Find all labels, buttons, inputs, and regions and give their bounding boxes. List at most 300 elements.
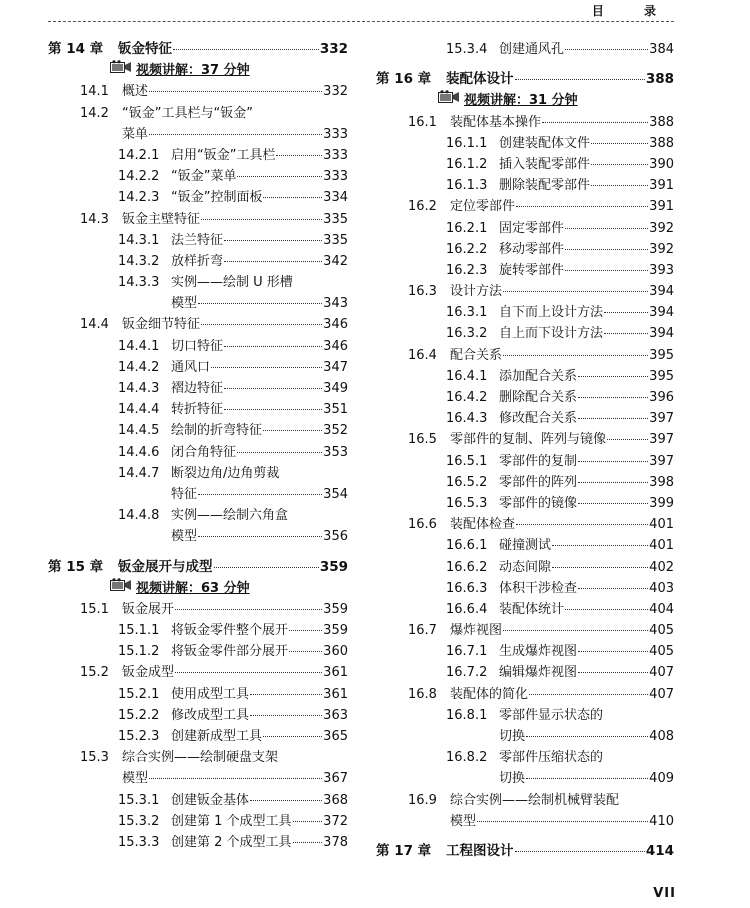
- toc-subsection-row: [376, 39, 674, 60]
- toc-leader-dots: [526, 736, 648, 737]
- toc-leader-dots: [565, 609, 648, 610]
- video-lecture-row: [48, 60, 348, 81]
- toc-leader-dots: [224, 409, 322, 410]
- toc-number: 16.2.2: [446, 241, 488, 257]
- toc-subsection-row: [48, 166, 348, 187]
- toc-number: 14.4.8: [118, 508, 160, 524]
- toc-leader-dots: [149, 91, 322, 92]
- toc-page-number: 393: [649, 262, 674, 278]
- toc-subsection-row: [48, 251, 348, 272]
- toc-leader-dots: [224, 346, 322, 347]
- toc-number: 14.1: [80, 84, 109, 100]
- toc-number: 14.4.6: [118, 444, 160, 460]
- toc-subsection-row: [48, 463, 348, 484]
- toc-number: 16.3: [408, 284, 437, 300]
- toc-continuation-row: [48, 768, 348, 789]
- toc-number: 14.4.1: [118, 338, 160, 354]
- toc-title: 旋转零部件: [499, 262, 565, 278]
- toc-page-number: 360: [323, 644, 348, 660]
- toc-subsection-row: [376, 578, 674, 599]
- toc-page-number: 384: [649, 42, 674, 57]
- toc-title: 删除装配零部件: [499, 178, 591, 194]
- toc-page-number: 414: [645, 842, 674, 859]
- toc-number: 14.4.5: [118, 423, 160, 439]
- toc-leader-dots: [565, 249, 648, 250]
- toc-title: 零部件的阵列: [499, 474, 578, 490]
- toc-title: 钣金展开: [122, 601, 175, 617]
- toc-subsection-row: [48, 641, 348, 662]
- toc-leader-dots: [224, 240, 322, 241]
- toc-title: 切换: [499, 729, 526, 744]
- toc-section-row: [376, 790, 674, 811]
- toc-subsection-row: [376, 239, 674, 260]
- header-rule: [48, 21, 674, 22]
- toc-page-number: 352: [323, 423, 348, 439]
- toc-chapter-row: [48, 39, 348, 60]
- toc-leader-dots: [503, 355, 648, 356]
- toc-title: 启用“钣金”工具栏: [171, 147, 276, 163]
- toc-leader-dots: [198, 494, 322, 495]
- toc-continuation-row: [48, 484, 348, 505]
- toc-number: 16.5.2: [446, 474, 488, 490]
- toc-leader-dots: [578, 503, 648, 504]
- toc-title: 将钣金零件部分展开: [171, 644, 289, 660]
- toc-leader-dots: [578, 482, 648, 483]
- toc-number: 15.2.3: [118, 729, 160, 744]
- toc-page-number: 388: [645, 71, 674, 88]
- toc-leader-dots: [529, 694, 648, 695]
- toc-number: 第 14 章: [48, 41, 104, 57]
- toc-leader-dots: [578, 397, 648, 398]
- toc-subsection-row: [376, 747, 674, 768]
- toc-number: 15.3.3: [118, 834, 160, 850]
- toc-leader-dots: [201, 324, 322, 325]
- toc-subsection-row: [48, 230, 348, 251]
- toc-page-number: 396: [649, 390, 674, 405]
- toc-page-number: 359: [323, 601, 348, 617]
- toc-leader-dots: [578, 418, 648, 419]
- toc-title: 零部件的复制: [499, 453, 578, 469]
- toc-title: 模型: [171, 529, 198, 545]
- toc-leader-dots: [198, 536, 322, 537]
- toc-leader-dots: [552, 567, 648, 568]
- toc-subsection-row: [376, 133, 674, 154]
- video-camera-icon: [110, 578, 132, 592]
- toc-page-number: 359: [319, 558, 348, 575]
- toc-leader-dots: [293, 842, 323, 843]
- toc-leader-dots: [237, 176, 322, 177]
- toc-number: 16.1.2: [446, 156, 488, 172]
- toc-leader-dots: [591, 185, 648, 186]
- toc-page-number: 343: [323, 296, 348, 312]
- toc-number: 16.6.3: [446, 580, 488, 596]
- toc-page-number: 405: [649, 623, 674, 639]
- toc-number: 14.4.7: [118, 465, 160, 481]
- toc-page-number: 353: [323, 444, 348, 460]
- toc-page-number: 394: [649, 284, 674, 300]
- toc-continuation-row: [48, 526, 348, 547]
- toc-number: 16.6.4: [446, 601, 488, 617]
- toc-leader-dots: [214, 567, 319, 568]
- toc-leader-dots: [591, 164, 648, 165]
- toc-subsection-row: [376, 472, 674, 493]
- toc-leader-dots: [175, 609, 322, 610]
- toc-leader-dots: [604, 333, 648, 334]
- toc-page-number: 356: [323, 529, 348, 545]
- toc-title: 创建新成型工具: [171, 729, 263, 744]
- toc-number: 第 15 章: [48, 558, 104, 575]
- toc-number: 16.5: [408, 432, 437, 448]
- toc-section-row: [376, 684, 674, 705]
- toc-subsection-row: [48, 420, 348, 441]
- toc-page-number: 407: [649, 665, 674, 681]
- toc-subsection-row: [48, 442, 348, 463]
- toc-number: 16.6: [408, 517, 437, 533]
- toc-leader-dots: [503, 291, 648, 292]
- toc-number: 15.2.1: [118, 686, 160, 702]
- toc-leader-dots: [477, 821, 648, 822]
- toc-leader-dots: [578, 461, 648, 462]
- toc-subsection-row: [48, 399, 348, 420]
- toc-title: 自上而下设计方法: [499, 326, 604, 342]
- toc-page-number: 399: [649, 495, 674, 511]
- toc-number: 16.3.1: [446, 305, 488, 321]
- toc-page-number: 408: [649, 729, 674, 744]
- toc-title: 特征: [171, 486, 198, 502]
- toc-number: 16.7: [408, 623, 437, 639]
- toc-leader-dots: [578, 588, 648, 589]
- toc-title: 创建钣金基体: [171, 792, 250, 808]
- toc-leader-dots: [591, 143, 648, 144]
- toc-title: 编辑爆炸视图: [499, 665, 578, 681]
- toc-title: 零部件压缩状态的: [499, 750, 604, 766]
- toc-title: 褶边特征: [171, 381, 224, 396]
- toc-number: 14.3.1: [118, 232, 160, 248]
- toc-title: 碰撞测试: [499, 538, 552, 554]
- video-camera-icon: [438, 90, 460, 104]
- toc-title: 生成爆炸视图: [499, 644, 578, 660]
- toc-number: 16.8.2: [446, 750, 488, 766]
- toc-page-number: 372: [323, 813, 348, 829]
- toc-page-number: 333: [323, 126, 348, 142]
- toc-number: 16.4.3: [446, 411, 488, 427]
- toc-number: 16.1.1: [446, 135, 488, 151]
- video-lecture-label: 视频讲解：37 分钟: [136, 63, 250, 79]
- toc-number: 16.8.1: [446, 707, 488, 723]
- toc-subsection-row: [376, 662, 674, 683]
- toc-subsection-row: [376, 175, 674, 196]
- toc-leader-dots: [263, 430, 322, 431]
- toc-subsection-row: [376, 557, 674, 578]
- toc-title: 创建第 2 个成型工具: [171, 834, 292, 850]
- toc-leader-dots: [578, 651, 648, 652]
- toc-title: 配合关系: [450, 347, 503, 363]
- toc-number: 16.4.2: [446, 390, 488, 405]
- video-lecture-row: [376, 90, 674, 111]
- toc-page-number: 333: [323, 169, 348, 185]
- toc-number: 14.2: [80, 105, 109, 121]
- toc-title: 菜单: [122, 126, 149, 142]
- toc-leader-dots: [224, 261, 322, 262]
- toc-page-number: 398: [649, 474, 674, 490]
- toc-gap: [376, 832, 674, 841]
- toc-page-number: 405: [649, 644, 674, 660]
- toc-title: 零部件显示状态的: [499, 707, 604, 723]
- toc-subsection-row: [48, 790, 348, 811]
- video-lecture-row: [48, 578, 348, 599]
- toc-leader-dots: [211, 367, 322, 368]
- toc-page-number: 410: [649, 813, 674, 829]
- toc-leader-dots: [289, 630, 322, 631]
- toc-leader-dots: [201, 219, 322, 220]
- toc-page-number: 395: [649, 347, 674, 363]
- toc-gap: [48, 548, 348, 557]
- toc-title: “钣金”工具栏与“钣金”: [122, 105, 253, 121]
- toc-section-row: [48, 103, 348, 124]
- toc-page-number: 409: [649, 771, 674, 787]
- toc-leader-dots: [578, 672, 648, 673]
- toc-number: 16.7.1: [446, 644, 488, 660]
- toc-number: 14.4.3: [118, 381, 160, 396]
- toc-page-number: 342: [323, 253, 348, 269]
- toc-page-number: 363: [323, 707, 348, 723]
- toc-number: 16.2.3: [446, 262, 488, 278]
- toc-page-number: 335: [323, 232, 348, 248]
- toc-page-number: 401: [649, 517, 674, 533]
- toc-number: 14.3.2: [118, 253, 160, 269]
- toc-title: 使用成型工具: [171, 686, 250, 702]
- toc-title: 爆炸视图: [450, 623, 503, 639]
- toc-subsection-row: [376, 535, 674, 556]
- toc-right-column: [376, 39, 674, 862]
- toc-subsection-row: [48, 378, 348, 399]
- toc-leader-dots: [293, 821, 323, 822]
- toc-page-number: 392: [649, 241, 674, 257]
- toc-title: 概述: [122, 84, 149, 100]
- toc-leader-dots: [578, 376, 648, 377]
- toc-subsection-row: [48, 684, 348, 705]
- toc-page-number: 332: [319, 41, 348, 57]
- toc-page-number: 390: [649, 156, 674, 172]
- toc-subsection-row: [48, 620, 348, 641]
- toc-title: 钣金展开与成型: [118, 558, 213, 575]
- toc-continuation-row: [48, 293, 348, 314]
- toc-number: 16.4: [408, 347, 437, 363]
- toc-page-number: 347: [323, 359, 348, 375]
- toc-subsection-row: [376, 323, 674, 344]
- toc-continuation-row: [376, 768, 674, 789]
- toc-subsection-row: [376, 641, 674, 662]
- toc-number: 14.4.2: [118, 359, 160, 375]
- toc-leader-dots: [526, 778, 648, 779]
- toc-title: 体积干涉检查: [499, 580, 578, 596]
- toc-number: 16.4.1: [446, 368, 488, 384]
- toc-title: 装配体统计: [499, 601, 565, 617]
- toc-subsection-row: [48, 187, 348, 208]
- toc-leader-dots: [604, 312, 648, 313]
- toc-number: 14.2.3: [118, 190, 160, 206]
- toc-number: 14.4: [80, 317, 109, 333]
- toc-subsection-row: [376, 260, 674, 281]
- toc-page-number: 397: [649, 453, 674, 469]
- toc-title: 钣金特征: [118, 41, 172, 57]
- toc-number: 第 16 章: [376, 71, 432, 88]
- toc-page-number: 334: [323, 190, 348, 206]
- toc-section-row: [376, 514, 674, 535]
- toc-leader-dots: [565, 270, 648, 271]
- toc-gap: [376, 60, 674, 69]
- toc-number: 15.1: [80, 601, 109, 617]
- toc-subsection-row: [376, 493, 674, 514]
- toc-page-number: 395: [649, 368, 674, 384]
- toc-section-row: [48, 209, 348, 230]
- toc-page-number: 391: [649, 178, 674, 194]
- toc-page-number: 407: [649, 686, 674, 702]
- toc-title: 综合实例——绘制硬盘支架: [122, 750, 279, 766]
- toc-page-number: 359: [323, 623, 348, 639]
- toc-number: 16.6.2: [446, 559, 488, 575]
- toc-section-row: [376, 112, 674, 133]
- toc-leader-dots: [565, 228, 648, 229]
- toc-chapter-row: [376, 69, 674, 90]
- toc-page-number: 394: [649, 305, 674, 321]
- toc-left-column: [48, 39, 348, 853]
- toc-number: 15.1.1: [118, 623, 160, 639]
- toc-title: 钣金主壁特征: [122, 211, 201, 227]
- toc-page-number: 332: [323, 84, 348, 100]
- video-camera-icon: [110, 60, 132, 74]
- toc-title: 实例——绘制六角盒: [171, 508, 289, 524]
- toc-title: 装配体基本操作: [450, 114, 542, 130]
- toc-title: 添加配合关系: [499, 368, 578, 384]
- toc-subsection-row: [48, 811, 348, 832]
- toc-page-number: 351: [323, 402, 348, 418]
- toc-number: 16.1: [408, 114, 437, 130]
- toc-leader-dots: [237, 452, 322, 453]
- toc-number: 14.3.3: [118, 275, 160, 291]
- toc-section-row: [376, 281, 674, 302]
- toc-title: 模型: [122, 771, 149, 787]
- toc-page-number: 391: [649, 199, 674, 215]
- toc-title: 创建通风孔: [499, 42, 565, 57]
- toc-leader-dots: [607, 439, 648, 440]
- toc-leader-dots: [263, 197, 322, 198]
- toc-number: 16.8: [408, 686, 437, 702]
- toc-title: 动态间隙: [499, 559, 552, 575]
- toc-page-number: 397: [649, 411, 674, 427]
- toc-leader-dots: [149, 134, 322, 135]
- toc-subsection-row: [376, 218, 674, 239]
- toc-title: 钣金成型: [122, 665, 175, 681]
- toc-title: 综合实例——绘制机械臂装配: [450, 792, 620, 808]
- toc-chapter-row: [48, 557, 348, 578]
- toc-section-row: [376, 196, 674, 217]
- toc-page-number: 335: [323, 211, 348, 227]
- toc-title: 插入装配零部件: [499, 156, 591, 172]
- toc-page-number: 397: [649, 432, 674, 448]
- toc-leader-dots: [565, 49, 648, 50]
- toc-number: 16.2: [408, 199, 437, 215]
- toc-title: 删除配合关系: [499, 390, 578, 405]
- toc-section-row: [48, 81, 348, 102]
- toc-page-number: 365: [323, 729, 348, 744]
- toc-title: 创建装配体文件: [499, 135, 591, 151]
- toc-subsection-row: [376, 154, 674, 175]
- toc-number: 15.3.2: [118, 813, 160, 829]
- toc-title: 绘制的折弯特征: [171, 423, 263, 439]
- toc-section-row: [48, 599, 348, 620]
- toc-leader-dots: [224, 388, 322, 389]
- toc-title: 转折特征: [171, 402, 224, 418]
- toc-number: 16.7.2: [446, 665, 488, 681]
- toc-number: 16.3.2: [446, 326, 488, 342]
- toc-page-number: 378: [323, 834, 348, 850]
- toc-title: 设计方法: [450, 284, 503, 300]
- toc-leader-dots: [149, 778, 322, 779]
- toc-section-row: [376, 345, 674, 366]
- toc-number: 16.5.1: [446, 453, 488, 469]
- toc-page-number: 349: [323, 381, 348, 396]
- toc-page-number: 394: [649, 326, 674, 342]
- toc-leader-dots: [173, 49, 319, 50]
- toc-title: 模型: [171, 296, 198, 312]
- toc-page-number: 361: [323, 665, 348, 681]
- toc-leader-dots: [552, 545, 648, 546]
- toc-leader-dots: [289, 651, 322, 652]
- toc-leader-dots: [250, 715, 322, 716]
- toc-subsection-row: [376, 599, 674, 620]
- toc-title: 创建第 1 个成型工具: [171, 813, 292, 829]
- toc-number: 15.3.4: [446, 42, 488, 57]
- toc-continuation-row: [376, 726, 674, 747]
- toc-page-number: 346: [323, 338, 348, 354]
- toc-title: 钣金细节特征: [122, 317, 201, 333]
- page-number: VII: [653, 886, 676, 901]
- toc-title: 零部件的复制、阵列与镜像: [450, 432, 607, 448]
- toc-page-number: 404: [649, 601, 674, 617]
- toc-title: “钣金”菜单: [171, 169, 237, 185]
- toc-number: 16.1.3: [446, 178, 488, 194]
- toc-subsection-row: [48, 145, 348, 166]
- toc-page-number: 388: [649, 135, 674, 151]
- toc-subsection-row: [376, 408, 674, 429]
- toc-leader-dots: [263, 736, 322, 737]
- toc-number: 14.2.1: [118, 147, 160, 163]
- toc-chapter-row: [376, 841, 674, 862]
- toc-page-number: 367: [323, 771, 348, 787]
- toc-page-number: 402: [649, 559, 674, 575]
- toc-subsection-row: [48, 336, 348, 357]
- video-lecture-label: 视频讲解：63 分钟: [136, 580, 250, 596]
- toc-title: 法兰特征: [171, 232, 224, 248]
- toc-title: 将钣金零件整个展开: [171, 623, 289, 639]
- toc-number: 16.2.1: [446, 220, 488, 236]
- toc-title: 实例——绘制 U 形槽: [171, 275, 293, 291]
- toc-number: 16.6.1: [446, 538, 488, 554]
- toc-number: 15.2.2: [118, 707, 160, 723]
- toc-leader-dots: [503, 630, 648, 631]
- toc-number: 14.4.4: [118, 402, 160, 418]
- toc-title: 自下而上设计方法: [499, 305, 604, 321]
- toc-number: 第 17 章: [376, 842, 432, 859]
- toc-page-number: 333: [323, 147, 348, 163]
- toc-leader-dots: [250, 694, 322, 695]
- toc-leader-dots: [250, 800, 322, 801]
- toc-number: 15.2: [80, 665, 109, 681]
- header-label: 目 录: [591, 4, 674, 18]
- toc-title: 模型: [450, 813, 477, 829]
- toc-leader-dots: [175, 672, 322, 673]
